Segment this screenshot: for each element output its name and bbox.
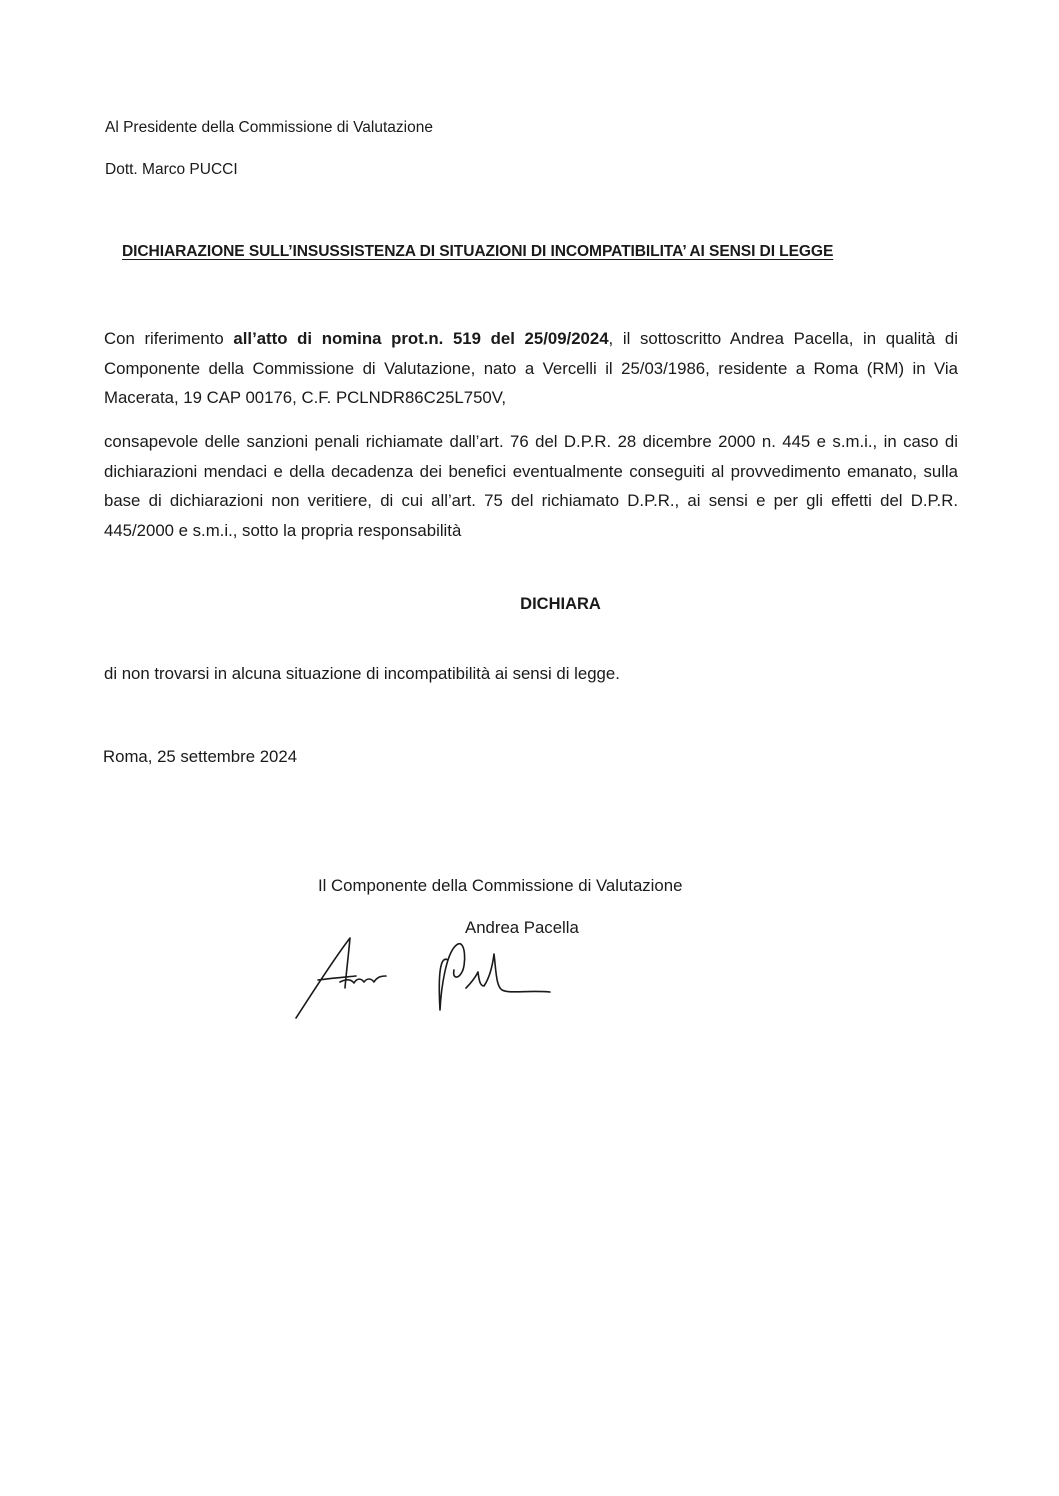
handwritten-signature	[288, 930, 568, 1025]
paragraph-reference-prefix: Con riferimento	[104, 329, 234, 348]
paragraph-reference-act: all’atto di nomina prot.n. 519 del 25/09/2024	[233, 329, 609, 348]
dichiara-heading: DICHIARA	[520, 595, 601, 613]
signatory-name: Andrea Pacella	[465, 918, 579, 937]
declaration-text: di non trovarsi in alcuna situazione di incompatibilità ai sensi di legge.	[104, 664, 620, 683]
recipient-line-2: Dott. Marco PUCCI	[105, 161, 238, 178]
recipient-line-1: Al Presidente della Commissione di Valutazione	[105, 119, 433, 136]
paragraph-reference-body: , il sottoscritto Andrea Pacella, in qualità di Componente della Commissione di Valutazione, nato a Vercelli il 25/03/1986, residente a Roma (RM) in Via Macerata, 19 CAP 00176, C.F. PCLNDR86C25L750V,	[104, 329, 958, 407]
paragraph-awareness: consapevole delle sanzioni penali richiamate dall’art. 76 del D.P.R. 28 dicembre 2000 n. 445 e s.m.i., in caso di dichiarazioni mendaci e della decadenza dei benefici eventualmente conseguiti al provvedimento emanato, sulla base di dichiarazioni non veritiere, di cui all’art. 75 del richiamato D.P.R., ai sensi e per gli effetti del D.P.R. 445/2000 e s.m.i., sotto la propria responsabilità	[104, 432, 958, 540]
signatory-role: Il Componente della Commissione di Valutazione	[318, 876, 683, 895]
document-title: DICHIARAZIONE SULL’INSUSSISTENZA DI SITUAZIONI DI INCOMPATIBILITA’ AI SENSI DI LEGGE	[122, 243, 834, 260]
paragraph-reference	[104, 324, 958, 413]
place-date: Roma, 25 settembre 2024	[103, 747, 298, 766]
